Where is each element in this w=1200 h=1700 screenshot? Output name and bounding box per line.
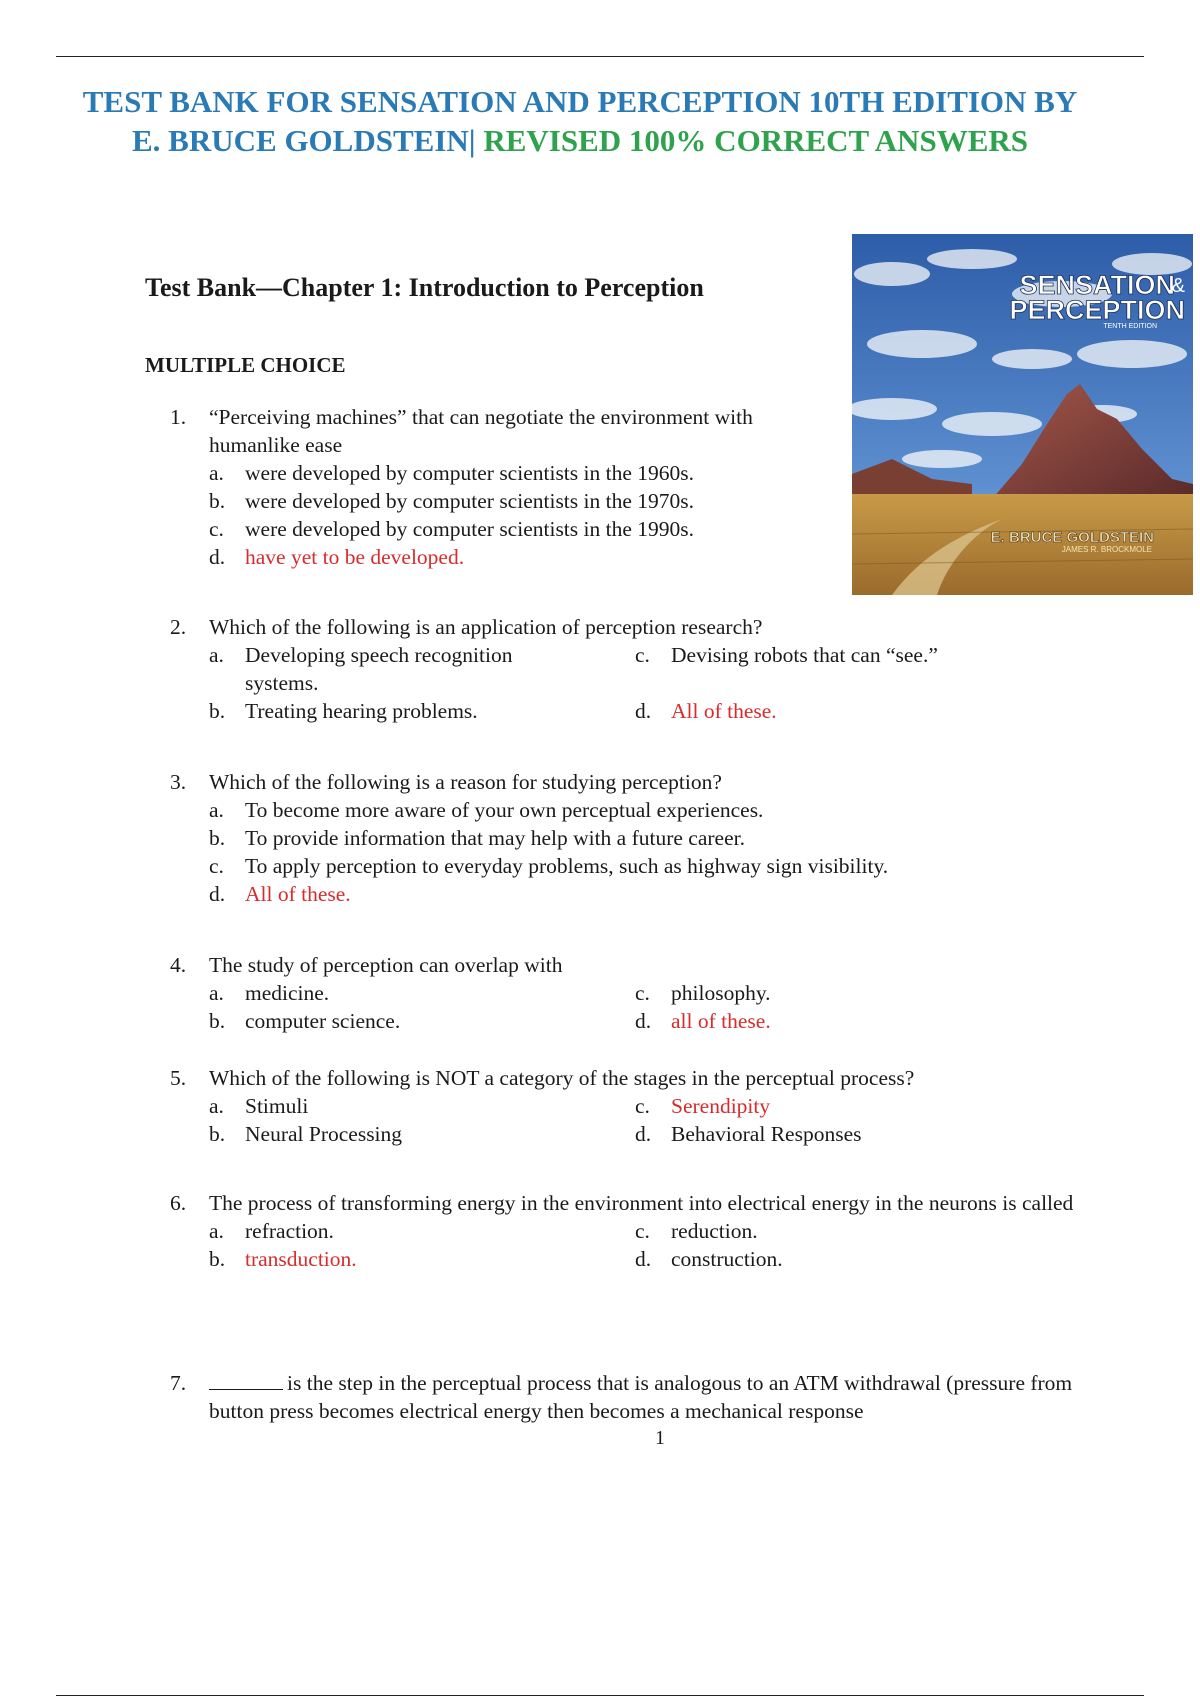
cover-author: E. BRUCE GOLDSTEIN	[990, 529, 1154, 546]
question-stem: Which of the following is an application of perception research?	[209, 615, 763, 639]
question-number: 5.	[170, 1066, 187, 1090]
option-b	[209, 487, 830, 515]
top-rule	[56, 56, 1144, 57]
option-d-correct	[635, 697, 1130, 725]
question-2	[170, 613, 1130, 725]
option-d	[635, 1120, 1130, 1148]
option-c	[635, 979, 1130, 1007]
option-text: To provide information that may help with a future career.	[245, 826, 745, 850]
correct-answer: All of these.	[245, 882, 351, 906]
option-d-correct	[209, 880, 1130, 908]
question-number: 6.	[170, 1191, 187, 1215]
option-letter: a.	[209, 981, 224, 1005]
question-stem: The study of perception can overlap with	[209, 953, 563, 977]
option-a	[209, 641, 545, 697]
question-number: 2.	[170, 615, 187, 639]
option-text: philosophy.	[671, 981, 771, 1005]
question-4	[170, 951, 1130, 1035]
question-stem-text: is the step in the perceptual process that is analogous to an ATM withdrawal (pressure from button press becomes electrical energy then becomes a mechanical response	[209, 1371, 1073, 1423]
option-letter: a.	[209, 1094, 224, 1118]
option-a	[209, 796, 1130, 824]
option-letter: c.	[635, 981, 650, 1005]
question-stem: “Perceiving machines” that can negotiate the environment with humanlike ease	[209, 405, 753, 457]
option-letter: c.	[635, 643, 650, 667]
book-cover-image	[852, 234, 1193, 595]
option-a	[209, 459, 830, 487]
correct-answer: all of these.	[671, 1009, 771, 1033]
option-text: reduction.	[671, 1219, 758, 1243]
question-7	[170, 1369, 1130, 1425]
option-letter: b.	[209, 1247, 226, 1271]
option-text: Developing speech recognition systems.	[245, 643, 513, 695]
question-stem: Which of the following is a reason for studying perception?	[209, 770, 722, 794]
correct-answer: Serendipity	[671, 1094, 771, 1118]
question-stem: The process of transforming energy in the environment into electrical energy in the neurons is called	[209, 1191, 1074, 1215]
option-letter: a.	[209, 1219, 224, 1243]
options-list	[209, 459, 830, 571]
question-number: 4.	[170, 953, 187, 977]
option-letter: d.	[635, 1247, 652, 1271]
option-text: were developed by computer scientists in the 1960s.	[245, 461, 695, 485]
option-d	[635, 1245, 1130, 1273]
options-grid	[209, 641, 1130, 725]
correct-answer: transduction.	[245, 1247, 357, 1271]
question-stem: Which of the following is NOT a category of the stages in the perceptual process?	[209, 1066, 915, 1090]
option-b	[209, 697, 635, 725]
option-text: Neural Processing	[245, 1122, 403, 1146]
options-list	[209, 796, 1130, 908]
cover-coauthor: JAMES R. BROCKMOLE	[1061, 545, 1152, 554]
option-text: computer science.	[245, 1009, 401, 1033]
section-heading: MULTIPLE CHOICE	[145, 353, 346, 377]
option-b	[209, 824, 1130, 852]
option-text: Behavioral Responses	[671, 1122, 862, 1146]
page-number: 1	[655, 1427, 665, 1449]
option-text: Stimuli	[245, 1094, 309, 1118]
option-d-correct	[635, 1007, 1130, 1035]
question-5	[170, 1064, 1130, 1148]
options-grid	[209, 1217, 1130, 1273]
title-part-green: REVISED 100% CORRECT ANSWERS	[483, 123, 1028, 158]
option-letter: d.	[635, 699, 652, 723]
option-letter: a.	[209, 643, 224, 667]
chapter-title: Test Bank—Chapter 1: Introduction to Perception	[145, 273, 704, 302]
title-part-blue: TEST BANK FOR SENSATION AND PERCEPTION 10TH EDITION BY E. BRUCE GOLDSTEIN|	[82, 84, 1078, 158]
question-6	[170, 1189, 1130, 1273]
option-letter: d.	[635, 1009, 652, 1033]
cover-ampersand: &	[1171, 275, 1185, 297]
option-text: refraction.	[245, 1219, 334, 1243]
option-a	[209, 1217, 635, 1245]
option-letter: c.	[209, 854, 224, 878]
cover-edition: TENTH EDITION	[1103, 323, 1157, 330]
option-letter: a.	[209, 798, 224, 822]
option-text: Devising robots that can “see.”	[671, 643, 938, 667]
correct-answer: All of these.	[671, 699, 777, 723]
bottom-rule	[56, 1695, 1144, 1696]
document-title	[80, 82, 1080, 160]
option-b-correct	[209, 1245, 635, 1273]
cover-title-line1: SENSATION	[1019, 270, 1175, 300]
question-stem	[209, 1369, 1130, 1425]
option-letter: b.	[209, 1122, 226, 1146]
option-text: construction.	[671, 1247, 783, 1271]
option-c	[635, 641, 1130, 697]
option-text: were developed by computer scientists in the 1990s.	[245, 517, 695, 541]
option-letter: b.	[209, 826, 226, 850]
option-a	[209, 979, 635, 1007]
question-number: 3.	[170, 770, 187, 794]
option-text: medicine.	[245, 981, 330, 1005]
question-number: 7.	[170, 1371, 187, 1395]
option-text: Treating hearing problems.	[245, 699, 478, 723]
options-grid	[209, 1092, 1130, 1148]
option-c-correct	[635, 1092, 1130, 1120]
option-a	[209, 1092, 635, 1120]
question-1	[170, 403, 830, 571]
question-3	[170, 768, 1130, 908]
option-letter: b.	[209, 1009, 226, 1033]
option-letter: c.	[635, 1094, 650, 1118]
option-letter: b.	[209, 699, 226, 723]
option-c	[635, 1217, 1130, 1245]
option-text: To become more aware of your own perceptual experiences.	[245, 798, 764, 822]
option-b	[209, 1120, 635, 1148]
option-letter: c.	[209, 517, 224, 541]
option-text: To apply perception to everyday problems, such as highway sign visibility.	[245, 854, 889, 878]
option-letter: c.	[635, 1219, 650, 1243]
option-b	[209, 1007, 635, 1035]
option-letter: d.	[209, 545, 226, 569]
option-letter: d.	[635, 1122, 652, 1146]
option-text: were developed by computer scientists in the 1970s.	[245, 489, 695, 513]
correct-answer: have yet to be developed.	[245, 545, 465, 569]
option-d-correct	[209, 543, 830, 571]
options-grid	[209, 979, 1130, 1035]
option-letter: d.	[209, 882, 226, 906]
cover-title-line2: PERCEPTION	[1009, 295, 1185, 325]
option-letter: a.	[209, 461, 224, 485]
option-c	[209, 852, 1130, 880]
question-number: 1.	[170, 405, 187, 429]
option-c	[209, 515, 830, 543]
option-letter: b.	[209, 489, 226, 513]
fill-in-blank	[209, 1371, 283, 1390]
